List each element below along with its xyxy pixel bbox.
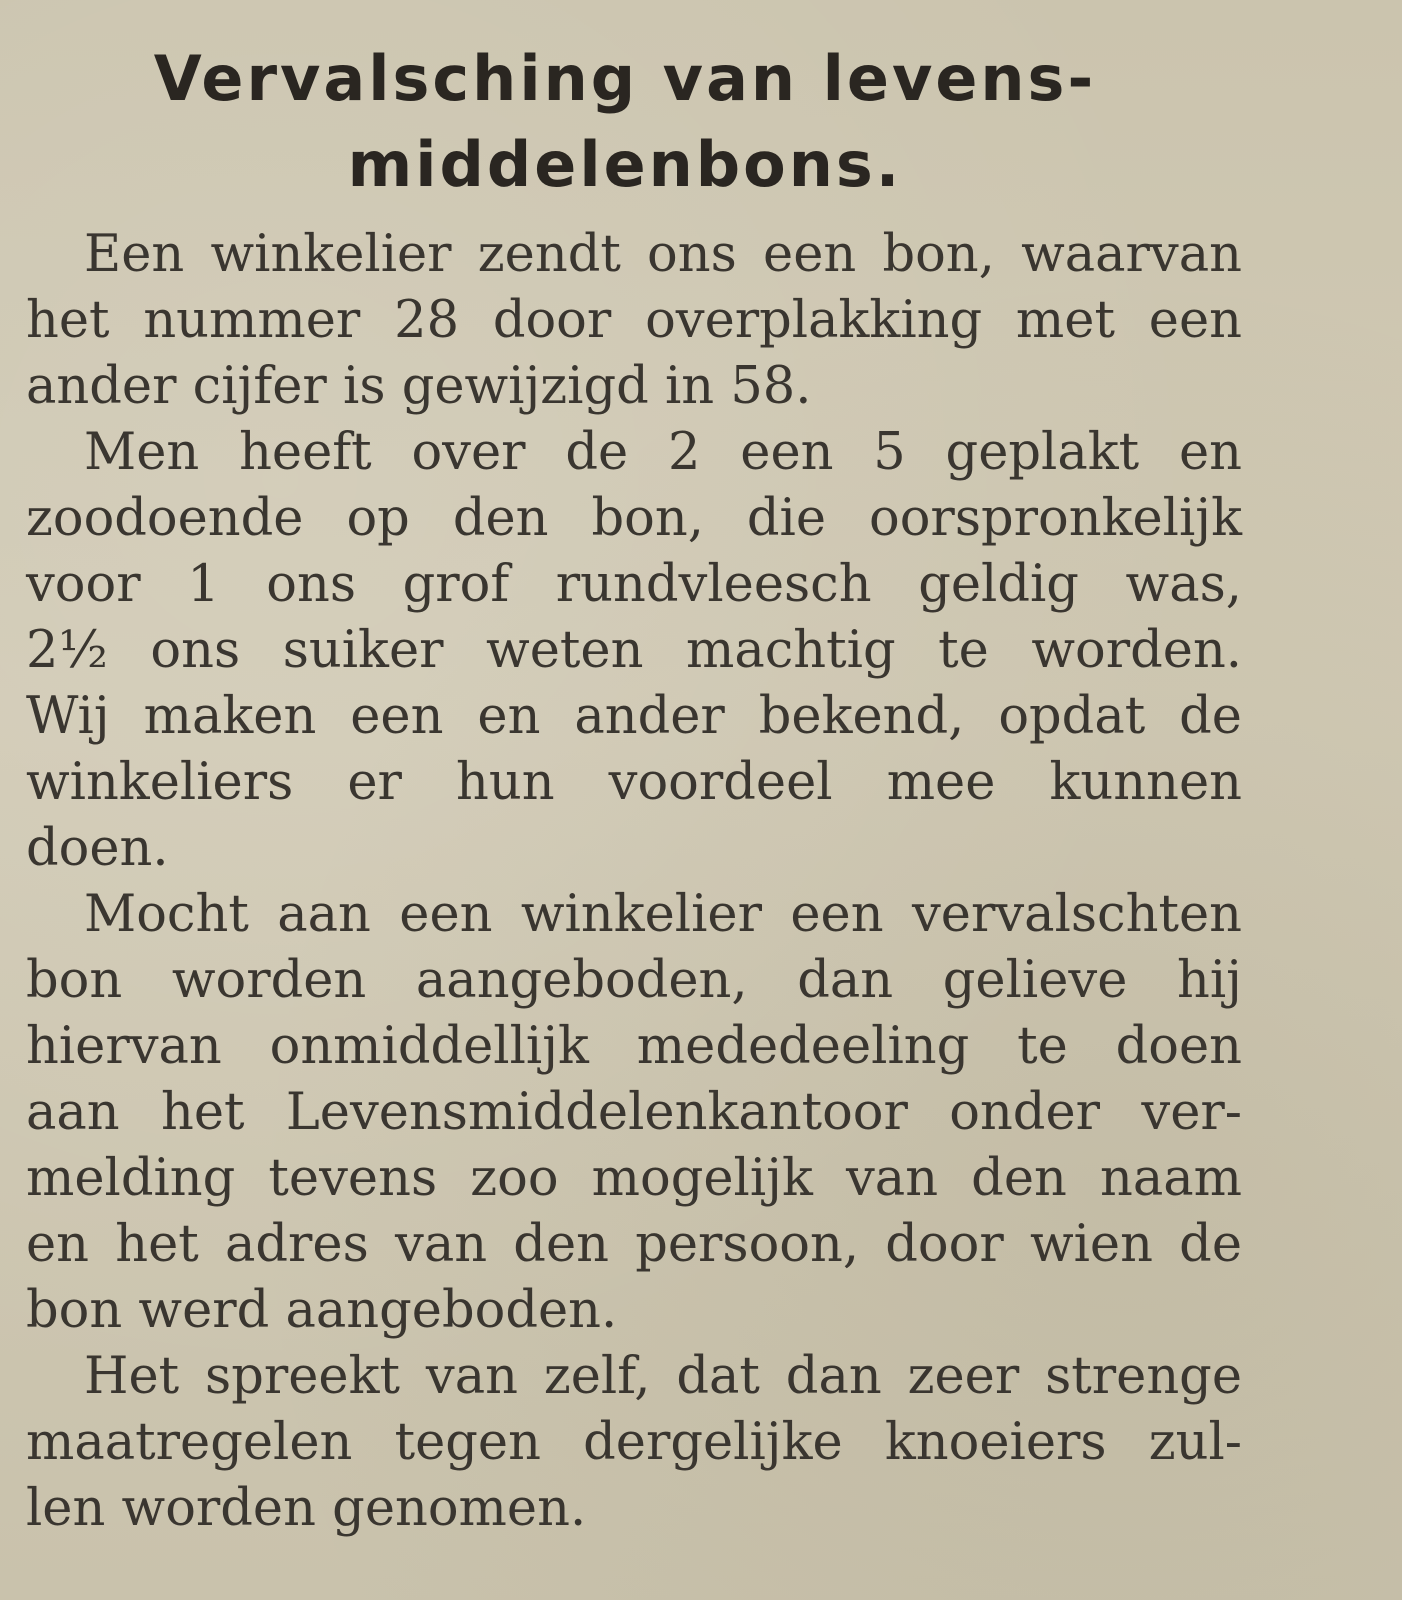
text-line: Mocht aan een winkelier een vervalschten	[84, 885, 1242, 944]
text-line: len worden genomen.	[26, 1479, 587, 1538]
headline-line-1: Vervalsching van levens-	[153, 42, 1097, 115]
text-line: maatregelen tegen dergelijke knoeiers zul-	[26, 1413, 1242, 1472]
headline-line-2: middelenbons.	[347, 128, 903, 201]
text-line: Men heeft over de 2 een 5 geplakt en	[84, 423, 1242, 482]
text-line: Een winkelier zendt ons een bon, waarvan	[84, 225, 1242, 284]
paragraph-3	[26, 882, 1242, 1344]
text-line: ander cijfer is gewijzigd in 58.	[26, 357, 812, 416]
text-line: 2½ ons suiker weten machtig te worden.	[26, 621, 1242, 680]
text-line: Wij maken een en ander bekend, opdat de	[26, 687, 1242, 746]
text-line: zoodoende op den bon, die oorspronkelijk	[26, 489, 1242, 548]
paragraph-4	[26, 1344, 1242, 1542]
text-line: hiervan onmiddellijk mededeeling te doen	[26, 1017, 1242, 1076]
text-line: melding tevens zoo mogelijk van den naam	[26, 1149, 1242, 1208]
text-line: en het adres van den persoon, door wien de	[26, 1215, 1242, 1274]
paragraph-1	[26, 222, 1242, 420]
article-body	[26, 222, 1242, 1542]
text-line: voor 1 ons grof rundvleesch geldig was,	[26, 555, 1242, 614]
text-line: bon werd aangeboden.	[26, 1281, 618, 1340]
text-line: doen.	[26, 819, 169, 878]
text-line: Het spreekt van zelf, dat dan zeer strenge	[84, 1347, 1242, 1406]
article-headline	[0, 36, 1250, 208]
text-line: aan het Levensmiddelenkantoor onder ver-	[26, 1083, 1242, 1142]
paragraph-2	[26, 420, 1242, 882]
text-line: winkeliers er hun voordeel mee kunnen	[26, 753, 1242, 812]
text-line: het nummer 28 door overplakking met een	[26, 291, 1242, 350]
text-line: bon worden aangeboden, dan gelieve hij	[26, 951, 1242, 1010]
